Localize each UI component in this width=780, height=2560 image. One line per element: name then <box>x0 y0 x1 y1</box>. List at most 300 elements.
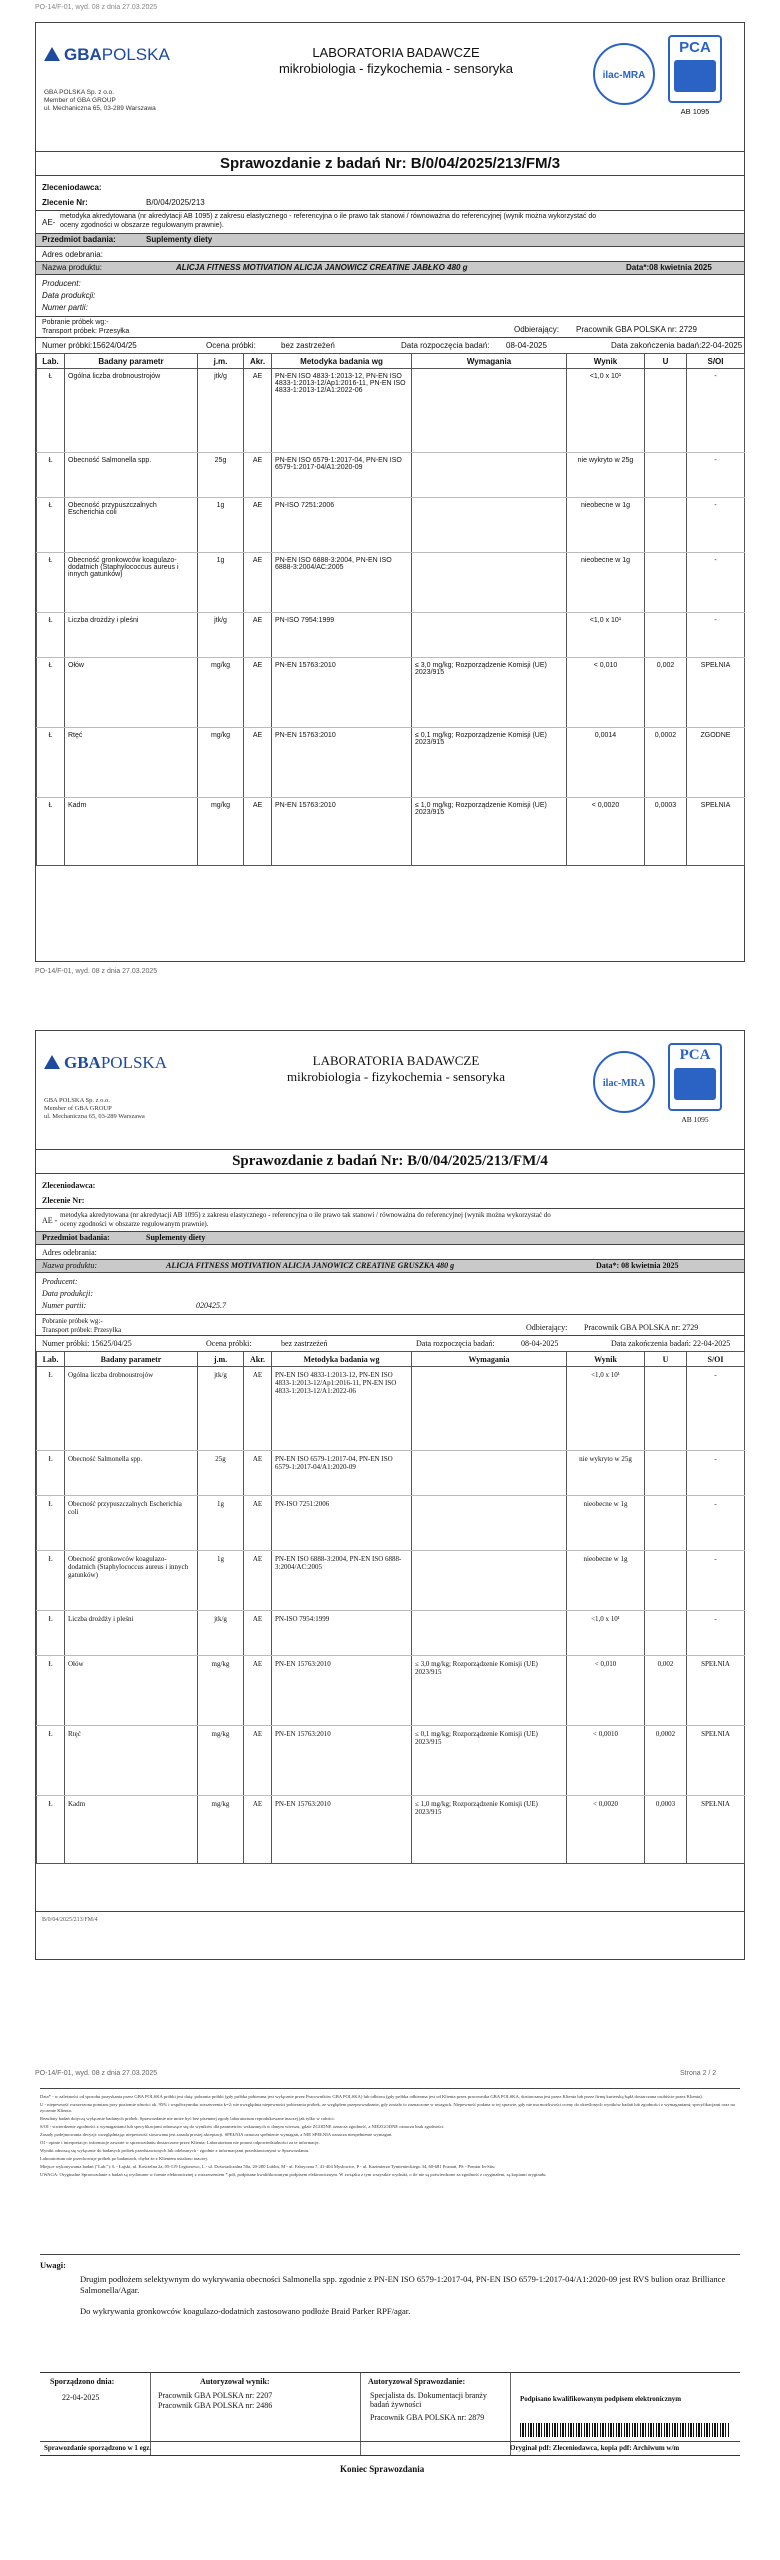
cell-wymagania <box>412 369 567 453</box>
cell-jm: mg/kg <box>198 1796 244 1864</box>
cell-wymagania <box>412 1451 567 1496</box>
note-line: Laboratorium nie przechowuje próbek po badaniach, chyba że z Klientem ustalono inaczej. <box>40 2156 208 2161</box>
lab-title-line2: mikrobiologia - fizykochemia - sensoryka <box>278 61 514 76</box>
divider <box>150 2373 151 2455</box>
cell-lab: Ł <box>37 369 65 453</box>
cell-metodyka: PN-EN ISO 6579-1:2017-04, PN-EN ISO 6579-1:2017-04/A1:2020-09 <box>272 1451 412 1496</box>
report-page-2 <box>35 1030 745 1960</box>
sporzadzono-label: Sporządzono dnia: <box>50 2377 115 2386</box>
note-line: OI - opinie i interpretacje; informacje zawarte w sprawozdaniu dostarczone przez Klienta; Laboratorium nie ponosi odpowiedzialności za te informacje. <box>40 2140 320 2145</box>
cell-u: 0,0003 <box>645 1796 687 1864</box>
note-line: U - niepewność rozszerzona pomiaru przy poziomie ufności ok. 95% i współczynniku rozszerzenia k=2; nie uwzględnia niepewności pobierania próbek, ze względem przeprowadzanie, gdy zostało to zaznaczone w uwagach. Niepewność podana w tej sprawie, gdy nie ma możliwości oceny do określonych wyników badań lub zgodności z wymaganiami; specyfikacjami oraz na życzenie Klienta. <box>40 2102 735 2113</box>
col-param: Badany parametr <box>65 354 198 369</box>
divider <box>40 2441 740 2442</box>
cell-soi: - <box>687 369 745 453</box>
col-u: U <box>645 1352 687 1367</box>
cell-jm: mg/kg <box>198 728 244 798</box>
divider <box>36 316 744 317</box>
col-wymagania: Wymagania <box>412 354 567 369</box>
company-street: ul. Mechaniczna 65, 03-289 Warszawa <box>44 105 156 112</box>
note-line: Rezultaty badań dotyczą wyłącznie badanych próbek. Sprawozdanie nie może być bez pisemnej zgody laboratorium reprodukowane inaczej jak tylko w całości. <box>40 2116 335 2121</box>
data-rozpoczecia-value: 08-04-2025 <box>506 341 547 350</box>
autoryzowal-spr-label: Autoryzował Sprawozdanie: <box>368 2377 466 2386</box>
table-row <box>37 498 745 553</box>
cell-u: 0,0002 <box>645 1726 687 1796</box>
divider <box>36 1911 744 1912</box>
col-jm: j.m. <box>198 354 244 369</box>
cell-jm: jtk/g <box>198 613 244 658</box>
cell-metodyka: PN-EN 15763:2010 <box>272 1796 412 1864</box>
table-row <box>37 553 745 613</box>
col-soi: S/OI <box>687 1352 745 1367</box>
cell-wymagania <box>412 1611 567 1656</box>
producent-label: Producent: <box>42 1277 78 1286</box>
zlecenie-label: Zlecenie Nr: <box>42 1196 85 1205</box>
ae-description-1: metodyka akredytowana (nr akredytacji AB 1095) z zakresu elastycznego - referencyjna o ile prawo tak stanowi / równoważna do referencyjnej (wynik można wykorzystać do <box>60 1211 551 1219</box>
report-page-1 <box>35 22 745 962</box>
company-name: GBA POLSKA Sp. z o.o. <box>44 89 115 96</box>
cell-akr: AE <box>244 369 272 453</box>
divider <box>360 2373 361 2455</box>
cell-param: Obecność gronkowców koagulazo-dodatnich (Staphylococcus aureus i innych gatunków) <box>65 1551 198 1611</box>
cell-param: Ogólna liczba drobnoustrojów <box>65 369 198 453</box>
cell-param: Obecność Salmonella spp. <box>65 453 198 498</box>
results-table <box>36 353 745 866</box>
cell-wynik: nieobecne w 1g <box>567 1496 645 1551</box>
logo-main: GBA <box>64 1053 101 1072</box>
gba-logo-icon <box>44 1055 60 1069</box>
cell-lab: Ł <box>37 1726 65 1796</box>
cell-param: Rtęć <box>65 1726 198 1796</box>
cell-wymagania: ≤ 3,0 mg/kg; Rozporządzenie Komisji (UE) 2023/915 <box>412 1656 567 1726</box>
company-name: GBA POLSKA Sp. z o.o. <box>44 1097 110 1104</box>
cell-param: Liczba drożdży i pleśni <box>65 613 198 658</box>
cell-akr: AE <box>244 1656 272 1726</box>
cell-wynik: <1,0 x 10¹ <box>567 369 645 453</box>
cell-lab: Ł <box>37 1496 65 1551</box>
zlecenie-label: Zlecenie Nr: <box>42 198 88 207</box>
ae-description-2: oceny zgodności w obszarze regulowanym prawnie). <box>60 1220 209 1228</box>
pobranie-label: Pobranie próbek wg:- <box>42 1317 103 1325</box>
cell-u <box>645 553 687 613</box>
cell-param: Ogólna liczba drobnoustrojów <box>65 1367 198 1451</box>
zleceniodawca-label: Zleceniodawca: <box>42 1181 96 1190</box>
col-u: U <box>645 354 687 369</box>
company-member: Member of GBA GROUP <box>44 1105 112 1112</box>
cell-lab: Ł <box>37 453 65 498</box>
cell-soi: SPEŁNIA <box>687 1726 745 1796</box>
numer-probki: Numer próbki: 15625/04/25 <box>42 1339 132 1348</box>
cell-wymagania: ≤ 0,1 mg/kg; Rozporządzenie Komisji (UE) 2023/915 <box>412 728 567 798</box>
cell-u <box>645 1611 687 1656</box>
cell-jm: jtk/g <box>198 1611 244 1656</box>
lab-title-line2: mikrobiologia - fizykochemia - sensoryka <box>286 1069 506 1084</box>
cell-param: Obecność przypuszczalnych Escherichia coli <box>65 1496 198 1551</box>
cell-metodyka: PN-EN 15763:2010 <box>272 798 412 866</box>
divider <box>40 2254 740 2255</box>
przedmiot-value: Suplementy diety <box>146 235 213 244</box>
sporzadzono-value: 22-04-2025 <box>62 2393 100 2402</box>
odbierajacy-label: Odbierający: <box>526 1323 568 1332</box>
divider <box>36 337 744 338</box>
przedmiot-value: Suplementy diety <box>146 1233 206 1242</box>
signature-block <box>40 2372 740 2456</box>
producent-label: Producent: <box>42 279 81 288</box>
nazwa-value: ALICJA FITNESS MOTIVATION ALICJA JANOWICZ CREATINE JABŁKO 480 g <box>176 263 468 272</box>
cell-soi: SPEŁNIA <box>687 1656 745 1726</box>
ocena-label: Ocena próbki: <box>206 341 256 350</box>
cell-wymagania <box>412 498 567 553</box>
cell-u <box>645 1551 687 1611</box>
cell-akr: AE <box>244 1611 272 1656</box>
note-line: UWAGA: Oryginalne Sprawozdanie z badań są wydawane w formie elektronicznej z rozszerzeniem *.pdf, podpisane kwalifikowanym podpisem elektronicznym. W związku z tym wszystkie wydruki, o ile nie są potwierdzone za zgodność z oryginałem, są kopiami oryginału. <box>40 2172 547 2177</box>
table-row <box>37 1551 745 1611</box>
pca-text: PCA <box>679 39 711 56</box>
table-row <box>37 658 745 728</box>
cell-u <box>645 613 687 658</box>
cell-soi: - <box>687 1367 745 1451</box>
ae-abbrev: AE - <box>42 1216 58 1225</box>
data-produkcji-label: Data produkcji: <box>42 291 96 300</box>
cell-akr: AE <box>244 1496 272 1551</box>
cell-lab: Ł <box>37 728 65 798</box>
page2-footer-left: PO-14/F-01, wyd. 08 z dnia 27.03.2025 <box>35 2070 158 2077</box>
pca-badge-icon <box>674 60 716 92</box>
data-label: Data*:08 kwietnia 2025 <box>626 263 712 272</box>
cell-u <box>645 1367 687 1451</box>
zlecenie-value: B/0/04/2025/213 <box>146 198 205 207</box>
cell-metodyka: PN-EN ISO 4833-1:2013-12, PN-EN ISO 4833-1:2013-12/Ap1:2016-11, PN-EN ISO 4833-1:2013-12/A1:2022-06 <box>272 369 412 453</box>
cell-jm: jtk/g <box>198 1367 244 1451</box>
cell-metodyka: PN-EN 15763:2010 <box>272 1656 412 1726</box>
cell-akr: AE <box>244 498 272 553</box>
ae-abbrev: AE- <box>42 218 56 227</box>
cell-soi: ZGODNE <box>687 728 745 798</box>
divider <box>36 1173 744 1174</box>
cell-lab: Ł <box>37 1611 65 1656</box>
autoryzowal-wynik-1: Pracownik GBA POLSKA nr: 2207 <box>158 2391 273 2400</box>
cell-akr: AE <box>244 1551 272 1611</box>
uwagi-text-2: Do wykrywania gronkowców koagulazo-dodatnich zastosowano podłoże Braid Parker RPF/agar. <box>80 2306 411 2316</box>
cell-u: 0,0002 <box>645 728 687 798</box>
gba-logo <box>44 45 170 65</box>
cell-wynik: nieobecne w 1g <box>567 1551 645 1611</box>
autoryzowal-wynik-label: Autoryzował wynik: <box>200 2377 270 2386</box>
transport-label: Transport próbek: Przesyłka <box>42 1326 122 1334</box>
cell-param: Ołów <box>65 1656 198 1726</box>
accreditation-number: AB 1095 <box>680 107 710 116</box>
cell-soi: SPEŁNIA <box>687 1796 745 1864</box>
cell-wynik: < 0,0020 <box>567 798 645 866</box>
cell-lab: Ł <box>37 1796 65 1864</box>
cell-lab: Ł <box>37 1551 65 1611</box>
cell-soi: - <box>687 1496 745 1551</box>
cell-wynik: < 0,010 <box>567 1656 645 1726</box>
data-zakonczenia: Data zakończenia badań:22-04-2025 <box>611 341 743 350</box>
zleceniodawca-label: Zleceniodawca: <box>42 183 102 192</box>
numer-partii-value: 020425.7 <box>196 1301 226 1310</box>
lab-title <box>216 1053 576 1085</box>
autoryzowal-spr-2: Pracownik GBA POLSKA nr: 2879 <box>370 2413 485 2422</box>
gba-logo <box>44 1053 167 1073</box>
koniec-sprawozdania: Koniec Sprawozdania <box>340 2464 425 2474</box>
cell-param: Ołów <box>65 658 198 728</box>
cell-akr: AE <box>244 613 272 658</box>
cell-lab: Ł <box>37 798 65 866</box>
cell-soi: - <box>687 1451 745 1496</box>
divider <box>36 210 744 211</box>
numer-partii-label: Numer partii: <box>42 303 88 312</box>
cell-param: Obecność przypuszczalnych Escherichia coli <box>65 498 198 553</box>
adres-label: Adres odebrania: <box>42 250 103 259</box>
cell-jm: mg/kg <box>198 1726 244 1796</box>
cell-soi: - <box>687 1551 745 1611</box>
col-lab: Lab. <box>37 354 65 369</box>
cell-soi: - <box>687 1611 745 1656</box>
cell-wymagania: ≤ 1,0 mg/kg; Rozporządzenie Komisji (UE) 2023/915 <box>412 1796 567 1864</box>
cell-wymagania: ≤ 1,0 mg/kg; Rozporządzenie Komisji (UE) 2023/915 <box>412 798 567 866</box>
cell-metodyka: PN-EN ISO 6579-1:2017-04, PN-EN ISO 6579-1:2017-04/A1:2020-09 <box>272 453 412 498</box>
cell-wynik: <1,0 x 10¹ <box>567 1367 645 1451</box>
col-soi: S/OI <box>687 354 745 369</box>
barcode-icon <box>520 2423 730 2437</box>
cell-soi: SPEŁNIA <box>687 658 745 728</box>
cell-akr: AE <box>244 728 272 798</box>
ilac-mra-logo: ilac-MRA <box>593 1051 655 1113</box>
cell-wynik: <1,0 x 10¹ <box>567 613 645 658</box>
cell-soi: - <box>687 498 745 553</box>
cell-jm: 1g <box>198 1551 244 1611</box>
nazwa-label: Nazwa produktu: <box>42 1261 98 1270</box>
cell-jm: 25g <box>198 453 244 498</box>
data-zakonczenia: Data zakończenia badań: 22-04-2025 <box>611 1339 731 1348</box>
table-row <box>37 369 745 453</box>
cell-lab: Ł <box>37 553 65 613</box>
report-title: Sprawozdanie z badań Nr: B/0/04/2025/213/FM/3 <box>219 155 561 172</box>
cell-wymagania: ≤ 0,1 mg/kg; Rozporządzenie Komisji (UE) 2023/915 <box>412 1726 567 1796</box>
cell-u <box>645 369 687 453</box>
cell-u <box>645 1496 687 1551</box>
cell-jm: mg/kg <box>198 658 244 728</box>
table-row <box>37 613 745 658</box>
table-row <box>37 1496 745 1551</box>
autoryzowal-wynik-2: Pracownik GBA POLSKA nr: 2486 <box>158 2401 273 2410</box>
divider <box>36 175 744 176</box>
lab-title-line1: LABORATORIA BADAWCZE <box>312 1053 480 1068</box>
data-rozpoczecia-label: Data rozpoczęcia badań: <box>401 341 490 350</box>
table-row <box>37 1726 745 1796</box>
cell-soi: - <box>687 553 745 613</box>
cell-lab: Ł <box>37 1451 65 1496</box>
page2-code: B/0/04/2025/213/FM/4 <box>42 1917 98 1923</box>
table-row <box>37 1796 745 1864</box>
cell-lab: Ł <box>37 658 65 728</box>
divider <box>36 1314 744 1315</box>
nazwa-label: Nazwa produktu: <box>42 263 103 272</box>
cell-param: Liczba drożdży i pleśni <box>65 1611 198 1656</box>
col-lab: Lab. <box>37 1352 65 1367</box>
cell-lab: Ł <box>37 498 65 553</box>
divider <box>36 1149 744 1150</box>
note-line: Miejsce wykonywania badań ("Lab."): Ł - Łajski, ul. Kościelna 2a, 05-119 Legionowo, L - ul. Doświadczalna 50a, 20-280 Lublin, M - ul. Fabryczna 7, 41-404 Mysłowice, P - ul. Kazimierza Tymienieckiego 34, 60-681 Poznań, PS - Pomiar In-Situ <box>40 2164 495 2169</box>
col-wynik: Wynik <box>567 354 645 369</box>
cell-soi: - <box>687 613 745 658</box>
przedmiot-label: Przedmiot badania: <box>42 1233 110 1242</box>
cell-wymagania <box>412 613 567 658</box>
cell-lab: Ł <box>37 1656 65 1726</box>
table-row <box>37 1451 745 1496</box>
note-line: Wyniki odnoszą się wyłącznie do badanych próbek przedstawionych lub odebranych - zgodnie z informacjami przedstawionymi w Sprawozdaniu. <box>40 2148 310 2153</box>
cell-metodyka: PN-EN ISO 6888-3:2004, PN-EN ISO 6888-3:2004/AC:2005 <box>272 553 412 613</box>
top-header: PO-14/F-01, wyd. 08 z dnia 27.03.2025 <box>35 4 158 11</box>
lab-title-line1: LABORATORIA BADAWCZE <box>312 45 480 60</box>
cell-u <box>645 1451 687 1496</box>
cell-akr: AE <box>244 553 272 613</box>
col-wynik: Wynik <box>567 1352 645 1367</box>
uwagi-label: Uwagi: <box>40 2260 66 2270</box>
cell-u <box>645 498 687 553</box>
pobranie-label: Pobranie próbek wg:- <box>42 319 109 326</box>
cell-akr: AE <box>244 658 272 728</box>
report-title: Sprawozdanie z badań Nr: B/0/04/2025/213/FM/4 <box>232 1153 548 1169</box>
gba-logo-icon <box>44 47 60 61</box>
ae-description-1: metodyka akredytowana (nr akredytacji AB 1095) z zakresu elastycznego - referencyjna o ile prawo tak stanowi / równoważna do referencyjnej (wynik można wykorzystać do <box>60 213 597 220</box>
ae-description-2: oceny zgodności w obszarze regulowanym prawnie). <box>60 222 224 229</box>
cell-wynik: nie wykryto w 25g <box>567 453 645 498</box>
cell-akr: AE <box>244 798 272 866</box>
ocena-value: bez zastrzeżeń <box>281 1339 328 1348</box>
divider <box>36 1208 744 1209</box>
przedmiot-bar <box>36 233 744 247</box>
cell-metodyka: PN-EN ISO 4833-1:2013-12, PN-EN ISO 4833-1:2013-12/Ap1:2016-11, PN-EN ISO 4833-1:2013-12/A1:2022-06 <box>272 1367 412 1451</box>
przedmiot-bar <box>36 1231 744 1245</box>
cell-wymagania <box>412 1496 567 1551</box>
transport-label: Transport próbek: Przesyłka <box>42 328 130 335</box>
company-member: Member of GBA GROUP <box>44 97 116 104</box>
numer-probki: Numer próbki:15624/04/25 <box>42 341 137 350</box>
pca-logo <box>668 35 722 103</box>
cell-param: Rtęć <box>65 728 198 798</box>
ocena-value: bez zastrzeżeń <box>281 341 335 350</box>
col-metodyka: Metodyka badania wg <box>272 1352 412 1367</box>
cell-akr: AE <box>244 1451 272 1496</box>
cell-u: 0,002 <box>645 1656 687 1726</box>
pca-badge-icon <box>674 1068 716 1100</box>
cell-wymagania <box>412 453 567 498</box>
cell-soi: - <box>687 453 745 498</box>
cell-jm: 1g <box>198 498 244 553</box>
note-line: S/OI - stwierdzenie zgodności z wymaganiami lub specyfikacjami odnoszące się do wyników dla parametrów wskazanych w danym wierszu, gdzie ZGODNE oznacza zgodność, a NIEZGODNE oznacza brak zgodności. <box>40 2124 445 2129</box>
cell-param: Obecność gronkowców koagulazo-dodatnich (Staphylococcus aureus i innych gatunków) <box>65 553 198 613</box>
cell-wynik: 0,0014 <box>567 728 645 798</box>
logo-sub: POLSKA <box>101 45 170 64</box>
odbierajacy-value: Pracownik GBA POLSKA nr: 2729 <box>576 325 697 334</box>
cell-wynik: < 0,010 <box>567 658 645 728</box>
cell-metodyka: PN-ISO 7251:2006 <box>272 498 412 553</box>
cell-metodyka: PN-ISO 7251:2006 <box>272 1496 412 1551</box>
cell-param: Kadm <box>65 798 198 866</box>
divider <box>36 1335 744 1336</box>
cell-wynik: <1,0 x 10¹ <box>567 1611 645 1656</box>
cell-lab: Ł <box>37 613 65 658</box>
uwagi-text-1: Drugim podłożem selektywnym do wykrywania obecności Salmonella spp. zgodnie z PN-EN ISO 6579-1:2017-04, PN-EN ISO 6579-1:2017-04/A1:2020-09 jest RVS bulion oraz Brilliance Salmonella/Agar. <box>80 2274 726 2295</box>
cell-wynik: < 0,0010 <box>567 1726 645 1796</box>
col-akr: Akr. <box>244 354 272 369</box>
data-rozpoczecia-label: Data rozpoczęcia badań: <box>416 1339 495 1348</box>
cell-jm: 1g <box>198 1496 244 1551</box>
cell-wynik: nieobecne w 1g <box>567 553 645 613</box>
cell-akr: AE <box>244 453 272 498</box>
col-metodyka: Metodyka badania wg <box>272 354 412 369</box>
cell-jm: jtk/g <box>198 369 244 453</box>
data-produkcji-label: Data produkcji: <box>42 1289 94 1298</box>
divider <box>36 151 744 152</box>
cell-metodyka: PN-ISO 7954:1999 <box>272 1611 412 1656</box>
cell-lab: Ł <box>37 1367 65 1451</box>
uwagi-section <box>40 2260 740 2316</box>
col-jm: j.m. <box>198 1352 244 1367</box>
page1-footer: PO-14/F-01, wyd. 08 z dnia 27.03.2025 <box>35 968 158 975</box>
nazwa-value: ALICJA FITNESS MOTIVATION ALICJA JANOWICZ CREATINE GRUSZKA 480 g <box>166 1261 455 1270</box>
lab-title <box>216 45 576 77</box>
adres-label: Adres odebrania: <box>42 1248 97 1257</box>
podpis-text: Podpisano kwalifikowanym podpisem elektronicznym <box>520 2395 682 2403</box>
cell-wynik: < 0,0020 <box>567 1796 645 1864</box>
table-row <box>37 728 745 798</box>
note-line: Data* - w zależności od sposobu pozyskania przez GBA POLSKA próbki jest datą: pobrania próbki (gdy próbka pobierana jest wyłącznie przez Pracowników GBA POLSKA) lub odbioru (gdy próbka odbierana jest od Klienta przez pracownika GBA POLSKA, dostarczana jest przez Klienta lub przez firmę kurierską bądź dostarczana osobiście przez Klienta). <box>40 2094 703 2099</box>
cell-metodyka: PN-ISO 7954:1999 <box>272 613 412 658</box>
table-row <box>37 798 745 866</box>
data-rozpoczecia-value: 08-04-2025 <box>521 1339 559 1348</box>
pca-logo <box>668 1043 722 1111</box>
cell-u: 0,002 <box>645 658 687 728</box>
cell-jm: mg/kg <box>198 798 244 866</box>
cell-metodyka: PN-EN 15763:2010 <box>272 658 412 728</box>
data-label: Data*: 08 kwietnia 2025 <box>596 1261 679 1270</box>
cell-wynik: nie wykryto w 25g <box>567 1451 645 1496</box>
cell-akr: AE <box>244 1726 272 1796</box>
page2-footer-right: Strona 2 / 2 <box>680 2070 717 2077</box>
divider <box>510 2373 511 2455</box>
divider <box>40 2088 740 2089</box>
cell-wymagania <box>412 553 567 613</box>
ilac-mra-logo: ilac-MRA <box>593 43 655 105</box>
cell-metodyka: PN-EN 15763:2010 <box>272 1726 412 1796</box>
company-street: ul. Mechaniczna 65, 03-289 Warszawa <box>44 1113 145 1120</box>
odbierajacy-value: Pracownik GBA POLSKA nr: 2729 <box>584 1323 699 1332</box>
cell-param: Obecność Salmonella spp. <box>65 1451 198 1496</box>
cell-soi: SPEŁNIA <box>687 798 745 866</box>
table-row <box>37 1656 745 1726</box>
logo-sub: POLSKA <box>100 1053 167 1072</box>
cell-u: 0,0003 <box>645 798 687 866</box>
accreditation-number: AB 1095 <box>681 1115 709 1124</box>
cell-jm: 25g <box>198 1451 244 1496</box>
results-table <box>36 1351 745 1864</box>
autoryzowal-spr-1: Specjalista ds. Dokumentacji branży badań żywności <box>370 2391 487 2409</box>
odbierajacy-label: Odbierający: <box>514 325 559 334</box>
cell-u <box>645 453 687 498</box>
cell-akr: AE <box>244 1367 272 1451</box>
company-address <box>44 89 156 113</box>
company-address <box>44 1097 145 1121</box>
logo-main: GBA <box>64 45 102 64</box>
cell-metodyka: PN-EN 15763:2010 <box>272 728 412 798</box>
cell-metodyka: PN-EN ISO 6888-3:2004, PN-EN ISO 6888-3:2004/AC:2005 <box>272 1551 412 1611</box>
cell-jm: 1g <box>198 553 244 613</box>
cell-wymagania: ≤ 3,0 mg/kg; Rozporządzenie Komisji (UE) 2023/915 <box>412 658 567 728</box>
numer-partii-label: Numer partii: <box>42 1301 87 1310</box>
